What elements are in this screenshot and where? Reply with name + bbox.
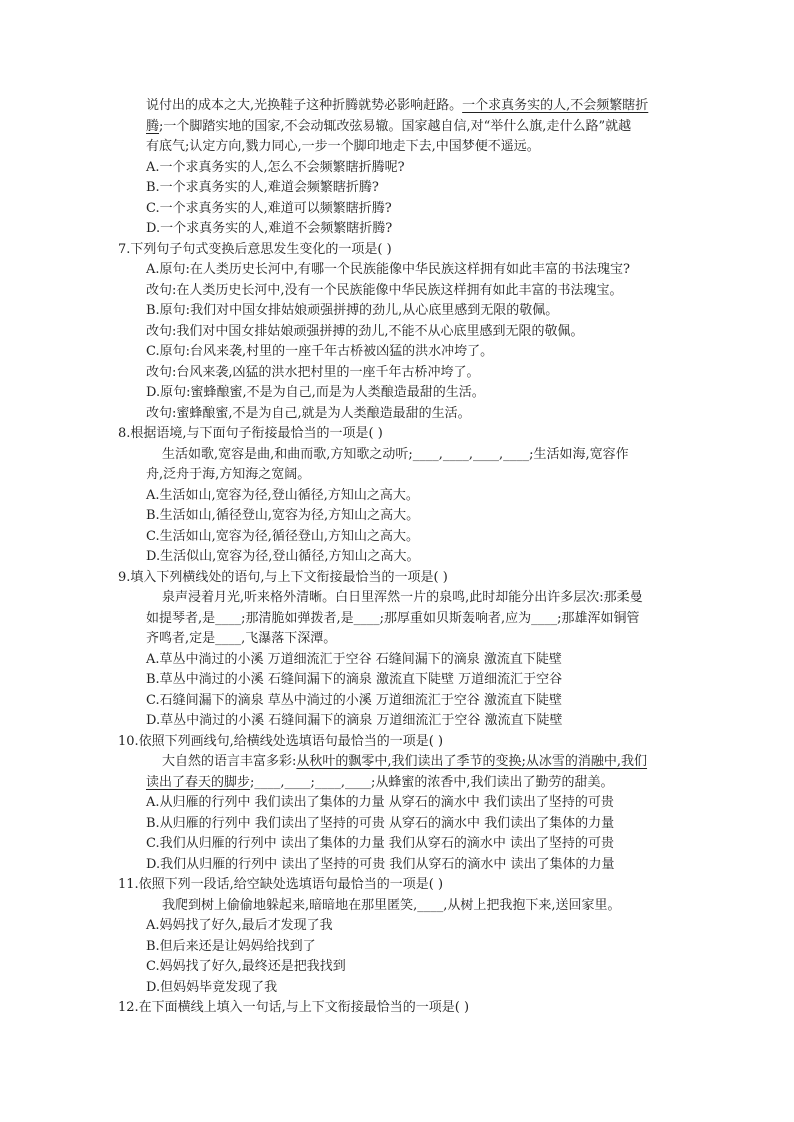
text-line <box>118 875 443 895</box>
text-segment: D.生活似山,宽容为径,登山循径,方知山之高大。 <box>146 549 420 564</box>
text-segment: C.妈妈找了好久,最终还是把我找到 <box>146 959 346 974</box>
text-segment: C.原句:台风来袭,村里的一座千年古桥被凶猛的洪水冲垮了。 <box>146 344 494 359</box>
underlined-text: 腾 <box>146 119 160 134</box>
text-line <box>146 629 336 649</box>
text-line <box>146 814 614 834</box>
text-segment: ;一个脚踏实地的国家,不会动辄改弦易辙。国家越自信,对“举什么旗,走什么路”就越 <box>159 119 632 134</box>
text-segment: B.生活如山,循径登山,宽容为径,方知山之高大。 <box>146 508 420 523</box>
text-segment: 大自然的语言丰富多彩: <box>162 754 297 769</box>
text-line <box>146 137 540 157</box>
text-segment: A.一个求真务实的人,怎么不会频繁瞎折腾呢? <box>146 160 405 175</box>
text-segment: 9.填入下列横线处的语句,与上下文衔接最恰当的一项是( ) <box>118 570 448 585</box>
text-line <box>146 96 648 116</box>
text-segment: D.我们从归雁的行列中 读出了坚持的可贵 我们从穿石的滴水中 读出了集体的力量 <box>146 857 615 872</box>
text-line <box>146 383 485 403</box>
text-line <box>146 281 623 301</box>
text-line <box>146 957 346 977</box>
text-line <box>146 527 419 547</box>
text-line <box>162 896 621 916</box>
text-line <box>146 117 631 137</box>
text-line <box>146 711 563 731</box>
text-line <box>146 404 471 424</box>
text-line <box>118 424 383 444</box>
text-segment: 10.依照下列画线句,给横线处选填语句最恰当的一项是( ) <box>118 734 444 749</box>
text-segment: A.原句:在人类历史长河中,有哪一个民族能像中华民族这样拥有如此丰富的书法瑰宝? <box>146 262 631 277</box>
text-line <box>146 199 392 219</box>
text-line <box>146 609 640 629</box>
text-line <box>146 691 562 711</box>
text-line <box>118 568 448 588</box>
text-segment: 舟,泛舟于海,方知海之宽阔。 <box>146 467 311 482</box>
text-segment: A.草丛中淌过的小溪 万道细流汇于空谷 石缝间漏下的滴泉 激流直下陡壁 <box>146 652 562 667</box>
text-segment: D.草丛中淌过的小溪 石缝间漏下的滴泉 万道细流汇于空谷 激流直下陡壁 <box>146 713 563 728</box>
text-segment: 生活如歌,宽容是曲,和曲而歌,方知歌之动听;____,____,____,____;生活如海,宽容作 <box>162 447 629 462</box>
text-line <box>118 240 392 260</box>
text-segment: 泉声浸着月光,听来格外清晰。白日里浑然一片的泉鸣,此时却能分出许多层次:那柔曼 <box>162 590 643 605</box>
text-segment: 如提琴者,是____;那清脆如弹拨者,是____;那厚重如贝斯轰响者,应为____;那雄浑如铜管 <box>146 611 640 626</box>
text-segment: C.一个求真务实的人,难道可以频繁瞎折腾? <box>146 201 392 216</box>
text-line <box>146 219 392 239</box>
text-line <box>118 732 443 752</box>
text-line <box>146 322 584 342</box>
text-segment: 有底气;认定方向,戮力同心,一步一个脚印地走下去,中国梦便不遥远。 <box>146 139 540 154</box>
text-segment: A.从归雁的行列中 我们读出了集体的力量 从穿石的滴水中 我们读出了坚持的可贵 <box>146 795 614 810</box>
text-line <box>146 342 493 362</box>
text-segment: 改句:台风来袭,凶猛的洪水把村里的一座千年古桥冲垮了。 <box>146 365 480 380</box>
text-segment: A.生活如山,宽容为径,登山循径,方知山之高大。 <box>146 488 419 503</box>
underlined-text: 读出了春天的脚步 <box>146 775 251 790</box>
text-line <box>162 445 629 465</box>
text-line <box>146 486 419 506</box>
text-segment: 我爬到树上偷偷地躲起来,暗暗地在那里匿笑,____,从树上把我抱下来,送回家里。 <box>162 898 621 913</box>
underlined-text: 一个求真务实的人,不会频繁瞎折 <box>462 98 649 113</box>
text-segment: C.石缝间漏下的滴泉 草丛中淌过的小溪 万道细流汇于空谷 激流直下陡壁 <box>146 693 563 708</box>
text-segment: 8.根据语境,与下面句子衔接最恰当的一项是( ) <box>118 426 383 441</box>
text-line <box>146 465 310 485</box>
text-segment: 齐鸣者,定是____,飞瀑落下深潭。 <box>146 631 337 646</box>
text-segment: 12.在下面横线上填入一句话,与上下文衔接最恰当的一项是( ) <box>118 1000 470 1015</box>
text-segment: 改句:在人类历史长河中,没有一个民族能像中华民族这样拥有如此丰富的书法瑰宝。 <box>146 283 623 298</box>
text-segment: B.一个求真务实的人,难道会频繁瞎折腾? <box>146 180 379 195</box>
text-segment: D.一个求真务实的人,难道不会频繁瞎折腾? <box>146 221 393 236</box>
text-segment: 7.下列句子句式变换后意思发生变化的一项是( ) <box>118 242 392 257</box>
text-segment: B.草丛中淌过的小溪 石缝间漏下的滴泉 激流直下陡壁 万道细流汇于空谷 <box>146 672 563 687</box>
text-segment: 改句:我们对中国女排姑娘顽强拼搏的劲儿,不能不从心底里感到无限的敬佩。 <box>146 324 584 339</box>
text-segment: 说付出的成本之大,光换鞋子这种折腾就势必影响赶路。 <box>146 98 463 113</box>
text-line <box>146 363 480 383</box>
text-segment: 11.依照下列一段话,给空缺处选填语句最恰当的一项是( ) <box>118 877 444 892</box>
underlined-text: 从秋叶的飘零中,我们读出了季节的变换;从冰雪的消融中,我们 <box>296 754 648 769</box>
text-segment: D.原句:蜜蜂酿蜜,不是为自己,而是为人类酿造最甜的生活。 <box>146 385 485 400</box>
text-line <box>146 301 558 321</box>
text-line <box>146 978 277 998</box>
text-segment: B.原句:我们对中国女排姑娘顽强拼搏的劲儿,从心底里感到无限的敬佩。 <box>146 303 559 318</box>
text-segment: B.从归雁的行列中 我们读出了坚持的可贵 从穿石的滴水中 我们读出了集体的力量 <box>146 816 615 831</box>
text-line <box>146 916 333 936</box>
text-segment: C.生活如山,宽容为径,循径登山,方知山之高大。 <box>146 529 420 544</box>
text-line <box>146 506 419 526</box>
text-segment: C.我们从归雁的行列中 读出了集体的力量 我们从穿石的滴水中 读出了坚持的可贵 <box>146 836 615 851</box>
text-line <box>146 158 405 178</box>
text-line <box>146 937 316 957</box>
text-line <box>162 752 647 772</box>
text-line <box>146 793 614 813</box>
text-line <box>146 260 630 280</box>
text-segment: ;____,____;____,____;从蜂蜜的浓香中,我们读出了勤劳的甜美。 <box>250 775 614 790</box>
text-line <box>162 588 643 608</box>
text-line <box>146 773 614 793</box>
text-line <box>118 998 469 1018</box>
text-line <box>146 834 614 854</box>
text-segment: 改句:蜜蜂酿蜜,不是为自己,就是为人类酿造最甜的生活。 <box>146 406 471 421</box>
text-line <box>146 178 379 198</box>
text-line <box>146 855 615 875</box>
text-segment: D.但妈妈毕竟发现了我 <box>146 980 278 995</box>
text-segment: B.但后来还是让妈妈给找到了 <box>146 939 316 954</box>
text-line <box>146 547 420 567</box>
text-line <box>146 650 562 670</box>
text-segment: A.妈妈找了好久,最后才发现了我 <box>146 918 333 933</box>
text-line <box>146 670 562 690</box>
